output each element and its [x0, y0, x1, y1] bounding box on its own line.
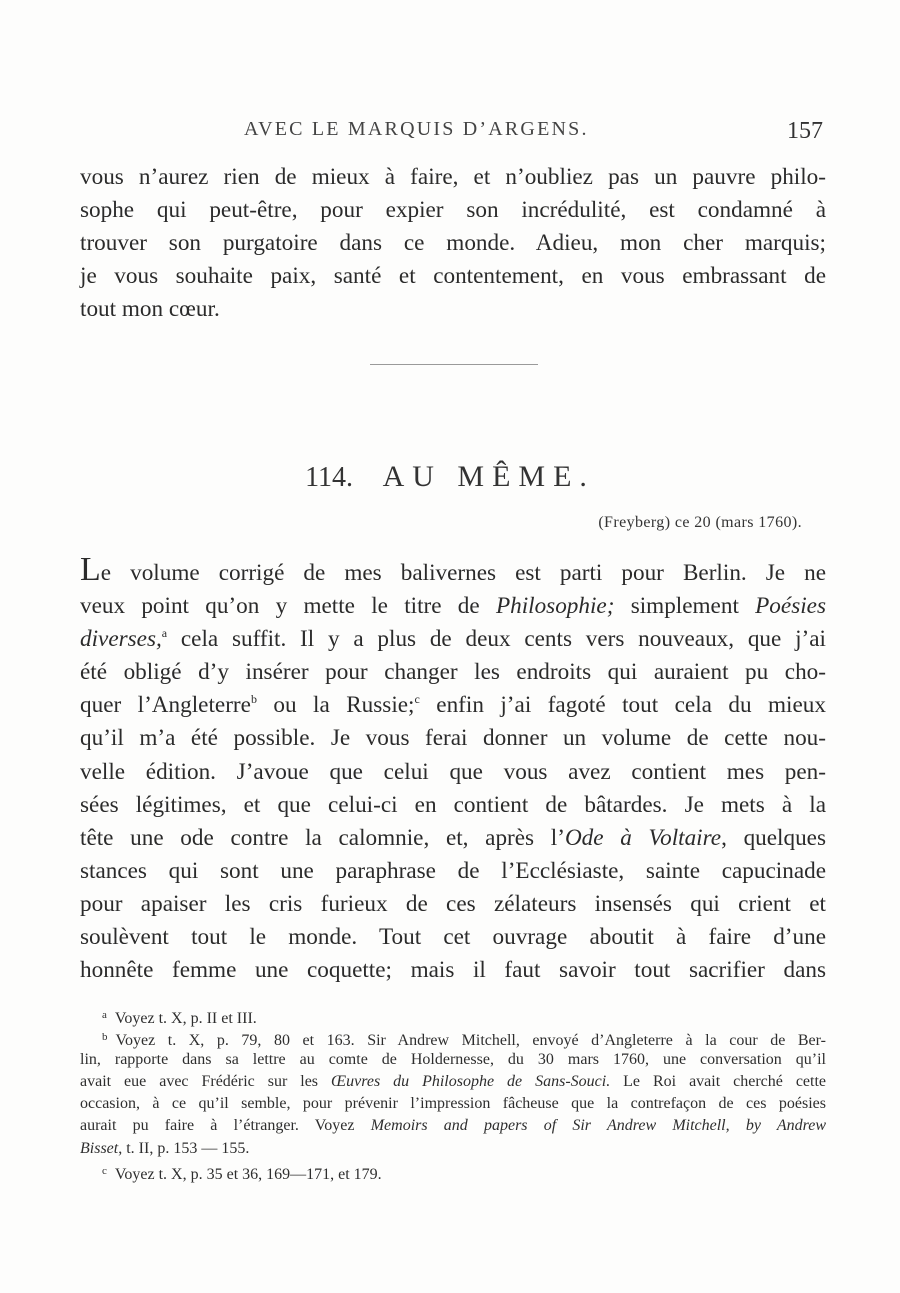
text-line: pour apaiser les cris furieux de ces zélateurs insensés qui crient et: [80, 890, 826, 917]
page-number: 157: [787, 118, 823, 144]
text-line: honnête femme une coquette; mais il faut savoir tout sacrifier dans: [80, 957, 826, 984]
italic-author: Bisset: [80, 1139, 119, 1157]
footnote-text: , t. II, p. 153 — 155.: [118, 1139, 250, 1157]
letter-body: [80, 551, 826, 987]
footnote-ref-b[interactable]: b: [250, 692, 257, 707]
footnote-b-line: [80, 1026, 826, 1048]
text-line: stances qui sont une paraphrase de l’Ecclésiaste, sainte capucinade: [80, 857, 826, 884]
text-line: soulèvent tout le monde. Tout cet ouvrage aboutit à faire d’une: [80, 924, 826, 951]
footnote-mark: c: [102, 1165, 107, 1178]
text-run: e volume corrigé de mes balivernes est parti pour Berlin. Je ne: [100, 560, 826, 586]
text-line: sées légitimes, et que celui-ci en contient de bâtardes. Je mets à la: [80, 791, 826, 818]
letter-dateline: (Freyberg) ce 20 (mars 1760).: [598, 514, 802, 531]
text-run: cela suffit. Il y a plus de deux cents vers nouveaux, que j’ai: [167, 626, 826, 653]
text-run: quer l’Angleterre: [80, 692, 251, 719]
footnote-b-line: [80, 1115, 826, 1137]
text-run: ou la Russie;: [256, 692, 415, 719]
footnotes: [80, 1004, 826, 1182]
footnote-text: Voyez t. X, p. II et III.: [114, 1010, 257, 1027]
footnote-b-line: [80, 1071, 826, 1093]
letter-title: AU MÊME.: [382, 460, 595, 493]
footnote-ref-c[interactable]: c: [414, 692, 420, 707]
text-line: été obligé d’y insérer pour changer les endroits qui auraient pu cho-: [80, 659, 826, 686]
footnote-a: [80, 1004, 826, 1026]
footnote-text: Voyez t. X, p. 35 et 36, 169—171, et 179.: [114, 1166, 382, 1184]
running-header-title: AVEC LE MARQUIS D’ARGENS.: [244, 118, 589, 140]
italic-title-philosophie: Philosophie;: [495, 593, 615, 620]
footnote-text: avait eue avec Frédéric sur les: [80, 1072, 331, 1090]
italic-title-poesies: Poésies: [755, 593, 826, 620]
text-line: je vous souhaite paix, santé et contentement, en vous embrassant de: [80, 263, 826, 290]
italic-title-diverses: diverses,: [80, 626, 162, 653]
text-run: , quelques: [721, 824, 826, 851]
text-line: trouver son purgatoire dans ce monde. Adieu, mon cher marquis;: [80, 230, 826, 257]
text-line: velle édition. J’avoue que celui que vous avez contient mes pen-: [80, 758, 826, 785]
text-run: tête une ode contre la calomnie, et, après l’: [80, 824, 565, 851]
footnote-ref-a[interactable]: a: [161, 626, 168, 641]
footnote-text: aurait pu faire à l’étranger. Voyez: [80, 1117, 371, 1135]
text-run: simplement: [614, 593, 756, 620]
letter-number: 114.: [305, 462, 354, 493]
footnote-c: [80, 1160, 826, 1182]
footnote-b-line: occasion, à ce qu’il semble, pour prévenir l’impression fâcheuse que la contrefaçon de ces poésies: [80, 1095, 826, 1113]
text-run: enfin j’ai fagoté tout cela du mieux: [419, 692, 826, 719]
text-line: [80, 623, 826, 656]
text-line: [80, 822, 826, 855]
footnote-b-line: lin, rapporte dans sa lettre au comte de Holdernesse, du 30 mars 1760, une conversation qu’il: [80, 1050, 826, 1068]
text-line: qu’il m’a été possible. Je vous ferai donner un volume de cette nou-: [80, 725, 826, 752]
text-line: [80, 689, 826, 722]
letter-heading: [0, 460, 900, 494]
drop-cap: L: [80, 551, 101, 588]
text-line: [80, 551, 826, 590]
text-line: sophe qui peut-être, pour expier son incrédulité, est condamné à: [80, 197, 826, 224]
previous-letter-ending: [80, 161, 826, 326]
italic-work-title: Memoirs and papers of Sir Andrew Mitchell, by Andrew: [370, 1117, 827, 1135]
text-line: tout mon cœur.: [80, 296, 220, 323]
footnote-mark: b: [102, 1031, 108, 1044]
footnote-b-line: [80, 1138, 826, 1160]
text-run: veux point qu’on y mette le titre de: [80, 593, 496, 620]
text-line: vous n’aurez rien de mieux à faire, et n’oubliez pas un pauvre philo-: [80, 164, 826, 190]
section-separator-rule: [370, 364, 538, 365]
italic-title-ode-a-voltaire: Ode à Voltaire: [564, 824, 722, 851]
text-line: [80, 590, 826, 623]
footnote-mark: a: [102, 1009, 107, 1021]
footnote-text: Le Roi avait cherché cette: [610, 1072, 827, 1090]
italic-work-title: Œuvres du Philosophe de Sans-Souci.: [331, 1072, 611, 1090]
footnote-text: Voyez t. X, p. 79, 80 et 163. Sir Andrew Mitchell, envoyé d’Angleterre à la cour de Ber-: [115, 1032, 826, 1050]
